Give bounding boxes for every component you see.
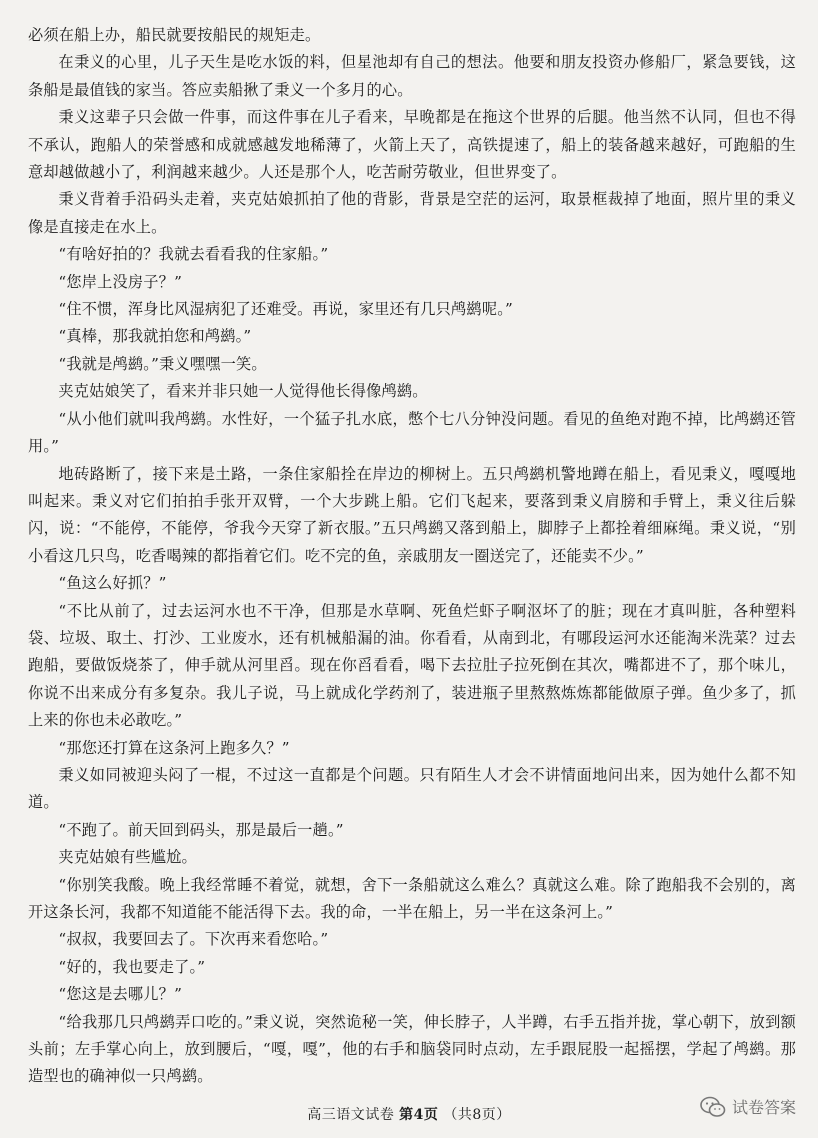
wechat-icon	[700, 1096, 726, 1118]
watermark-text: 试卷答案	[731, 1098, 796, 1117]
paragraph: “住不惯，浑身比风湿病犯了还难受。再说，家里还有几只鸬鹚呢。”	[58, 300, 513, 319]
paragraph: “从小他们就叫我鸬鹚。水性好，一个猛子扎水底，憋个七八分钟没问题。看见的鱼绝对跑不掉，比鸬鹚还管用。”	[28, 409, 796, 456]
paragraph: 秉义背着手沿码头走着，夹克姑娘抓拍了他的背影，背景是空茫的运河，取景框裁掉了地面，照片里的秉义像是直接走在水上。	[28, 190, 796, 236]
paragraph: 夹克姑娘笑了，看来并非只她一人觉得他长得像鸬鹚。	[58, 382, 428, 401]
paragraph: “鱼这么好抓？”	[58, 574, 167, 593]
paragraph: “好的，我也要走了。”	[58, 957, 206, 976]
paragraph: 秉义如同被迎头闷了一棍，不过这一直都是个问题。只有陌生人才会不讲情面地问出来，因为她什么都不知道。	[28, 765, 796, 812]
paragraph: “我就是鸬鹚。”秉义嘿嘿一笑。	[58, 354, 267, 373]
paragraph: 必须在船上办，船民就要按船民的规矩走。	[28, 26, 321, 44]
paragraph: “不比从前了，过去运河水也不干净，但那是水草啊、死鱼烂虾子啊沤坏了的脏；现在才真叫脏，各种塑料袋、垃圾、取土、打沙、工业废水，还有机械船漏的油。你看看，从南到北，有哪段运河水还能淘米洗菜？过去跑船，要做饭烧茶了，伸手就从河里舀。现在你舀看看，喝下去拉肚子拉死倒在其次，嘴都进不了，那个味儿，你说不出来成分有多复杂。我儿子说，马上就成化学药剂了，装进瓶子里熬熬炼炼都能做原子弹。鱼少多了，抓上来的你也未必敢吃。”	[28, 601, 796, 730]
paragraph: 夹克姑娘有些尴尬。	[58, 848, 197, 867]
paragraph: “给我那几只鸬鹚弄口吃的。”秉义说，突然诡秘一笑，伸长脖子，人半蹲，右手五指并拢，掌心朝下，放到额头前；左手掌心向上，放到腰后，“嘎，嘎”，他的右手和脑袋同时点动，左手跟屁股一起摇摆，学起了鸬鹚。那造型也的确神似一只鸬鹚。	[28, 1012, 796, 1086]
page-footer	[0, 1104, 818, 1124]
paragraph: “不跑了。前天回到码头，那是最后一趟。”	[58, 820, 344, 839]
paragraph: 秉义这辈子只会做一件事，而这件事在儿子看来，早晚都是在拖这个世界的后腿。他当然不认同，但也不得不承认，跑船人的荣誉感和成就感越发地稀薄了，火箭上天了，高铁提速了，船上的装备越来越好，可跑船的生意却越做越小了，利润越来越少。人还是那个人，吃苦耐劳敬业，但世界变了。	[28, 108, 796, 182]
paragraph: “真棒，那我就拍您和鸬鹚。”	[58, 327, 252, 346]
page-number: 第4页	[399, 1107, 439, 1123]
paragraph: “那您还打算在这条河上跑多久？”	[58, 738, 290, 757]
paragraph: “您岸上没房子？”	[58, 272, 183, 291]
total-pages: （共8页）	[443, 1107, 511, 1123]
exam-title: 高三语文试卷	[307, 1107, 395, 1123]
article-body	[28, 22, 796, 1091]
paragraph: 在秉义的心里，儿子天生是吃水饭的料，但星池却有自己的想法。他要和朋友投资办修船厂，紧急要钱，这条船是最值钱的家当。答应卖船揪了秉义一个多月的心。	[28, 53, 796, 99]
paragraph: 地砖路断了，接下来是土路，一条住家船拴在岸边的柳树上。五只鸬鹚机警地蹲在船上，看见秉义，嘎嘎地叫起来。秉义对它们拍拍手张开双臂，一个大步跳上船。它们飞起来，要落到秉义肩膀和手臂上，秉义往后躲闪，说：“不能停，不能停，爷我今天穿了新衣服。”五只鸬鹚又落到船上，脚脖子上都拴着细麻绳。秉义说，“别小看这几只鸟，吃香喝辣的都指着它们。吃不完的鱼，亲戚朋友一圈送完了，还能卖不少。”	[28, 464, 796, 565]
watermark	[700, 1095, 796, 1118]
paragraph: “你别笑我酸。晚上我经常睡不着觉，就想，舍下一条船就这么难么？真就这么难。除了跑船我不会别的，离开这条长河，我都不知道能不能活得下去。我的命，一半在船上，另一半在这条河上。”	[28, 875, 796, 921]
paragraph: “您这是去哪儿？”	[58, 985, 183, 1004]
paragraph: “叔叔，我要回去了。下次再来看您哈。”	[58, 930, 329, 949]
paragraph: “有啥好拍的？我就去看看我的住家船。”	[58, 245, 329, 264]
